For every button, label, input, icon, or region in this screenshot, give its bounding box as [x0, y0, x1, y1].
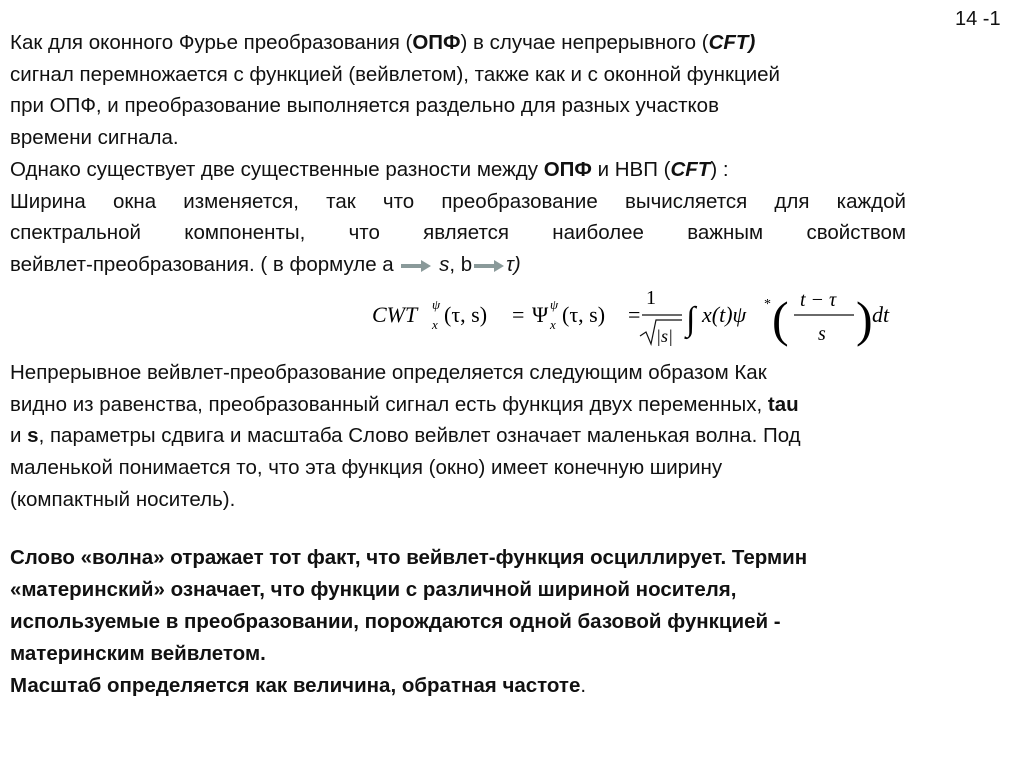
mother-line-4: материнским вейвлетом. [10, 642, 266, 665]
definition-line-4: маленькой понимается то, что эта функция (окно) имеет конечную ширину [10, 456, 723, 480]
bold-term-cft: CFT) [708, 31, 756, 54]
text-span: вейвлет-преобразования. ( в формуле a [10, 252, 394, 276]
formula-frac-den: s [818, 323, 826, 345]
mother-line-1: Слово «волна» отражает тот факт, что вейвлет-функция осциллирует. Термин [10, 546, 808, 569]
formula-denominator: |s| [656, 326, 673, 346]
text-span: , b [449, 252, 473, 276]
formula-psi: Ψ [532, 302, 549, 327]
text-span: Однако существует две существенные разности между [10, 157, 544, 181]
intro-line-5 [10, 154, 1020, 186]
mother-wavelet-paragraph [10, 542, 1020, 702]
formula-equals: = [512, 302, 525, 327]
intro-line-6: Ширина окна изменяется, так что преобразование вычисляется для каждой [10, 189, 906, 213]
formula-lhs: CWT [372, 302, 418, 327]
bold-term-opf: ОПФ [412, 31, 461, 54]
symbol-tau: τ) [506, 252, 521, 276]
formula-equals: = [628, 302, 641, 327]
formula-psi-sup: ψ [550, 297, 559, 312]
text-span: ) в случае непрерывного ( [460, 31, 709, 54]
text-span: Масштаб определяется как величина, обратная частоте [10, 674, 581, 697]
bold-term-s: s [27, 424, 39, 448]
text-span: видно из равенства, преобразованный сигнал есть функция двух переменных, [10, 392, 768, 416]
formula-numerator: 1 [646, 287, 656, 309]
symbol-s: s [439, 252, 450, 276]
formula-args: (τ, s) [444, 302, 488, 327]
definition-line-3 [10, 420, 1020, 452]
bold-term-tau: tau [767, 392, 799, 416]
intro-line-1 [10, 27, 1020, 59]
formula-integrand: x(t)ψ [702, 302, 747, 327]
formula-x-sub: x [550, 317, 556, 332]
left-paren-icon: ( [772, 291, 789, 347]
formula-psi-sup: ψ [432, 297, 441, 312]
right-arrow-icon [472, 259, 506, 273]
definition-paragraph [10, 357, 1020, 516]
definition-line-5: (компактный носитель). [10, 487, 236, 511]
cwt-formula [372, 282, 1012, 354]
mother-line-3: используемые в преобразовании, порождаются одной базовой функцией - [10, 610, 781, 633]
mother-line-2: «материнский» означает, что функции с различной шириной носителя, [10, 578, 737, 601]
text-span: ) : [710, 157, 729, 181]
right-paren-icon: ) [856, 291, 873, 347]
formula-x-sub: x [432, 317, 438, 332]
bold-term-opf: ОПФ [543, 157, 592, 181]
intro-line-4: времени сигнала. [10, 126, 179, 150]
bold-term-cft: CFT [670, 157, 711, 181]
definition-line-2 [10, 389, 1020, 421]
text-span: и [10, 424, 28, 448]
intro-line-3: при ОПФ, и преобразование выполняется раздельно для разных участков [10, 94, 719, 118]
formula-conj-star: * [764, 297, 771, 312]
formula-args-2: (τ, s) [562, 302, 606, 327]
formula-dt: dt [872, 302, 890, 327]
intro-line-7: спектральной компоненты, что является наиболее важным свойством [10, 221, 906, 245]
text-span: . [580, 674, 587, 697]
mother-line-5 [10, 670, 1020, 702]
right-arrow-icon [399, 259, 433, 273]
formula-frac-num: t − τ [800, 289, 837, 311]
text-span: , параметры сдвига и масштаба Слово вейвлет означает маленькая волна. Под [38, 424, 801, 448]
integral-sign-icon: ∫ [686, 301, 696, 338]
text-span: Как для оконного Фурье преобразования ( [10, 31, 413, 54]
intro-line-2: сигнал перемножается с функцией (вейвлетом), также как и с оконной функцией [10, 62, 780, 86]
definition-line-1: Непрерывное вейвлет-преобразование определяется следующим образом Как [10, 361, 767, 384]
intro-line-8 [10, 249, 1020, 281]
slide-number: 14 -1 [955, 8, 1001, 30]
text-span: и НВП ( [591, 157, 671, 181]
intro-paragraph [10, 27, 1020, 281]
